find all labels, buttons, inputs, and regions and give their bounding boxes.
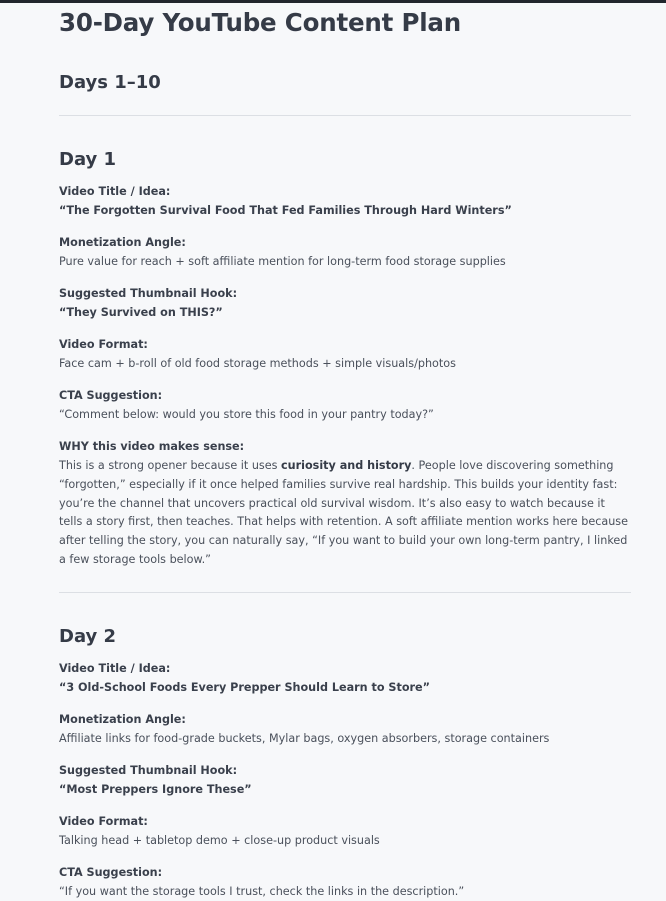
field-label: Monetization Angle: <box>59 712 186 726</box>
section-divider <box>59 115 631 116</box>
cta-field <box>59 386 631 424</box>
field-label: Suggested Thumbnail Hook: <box>59 287 238 300</box>
field-label: Video Format: <box>59 338 148 351</box>
day-divider <box>59 592 631 593</box>
video-format-field <box>59 812 631 850</box>
field-label: Video Title / Idea: <box>59 661 171 675</box>
monetization-field <box>59 710 631 748</box>
section-heading: Days 1–10 <box>59 72 161 93</box>
video-format-field <box>59 335 631 373</box>
thumbnail-hook-field <box>59 284 631 322</box>
field-value: “3 Old-School Foods Every Prepper Should Learn to Store” <box>59 680 430 694</box>
field-value: “If you want the storage tools I trust, check the links in the description.” <box>59 884 465 898</box>
field-label: WHY this video makes sense: <box>59 440 245 453</box>
day-2-block <box>59 625 631 901</box>
field-label: Suggested Thumbnail Hook: <box>59 763 238 777</box>
field-value: “The Forgotten Survival Food That Fed Families Through Hard Winters” <box>59 204 512 217</box>
why-text-start: This is a strong opener because it uses <box>59 459 282 472</box>
field-label: Video Format: <box>59 814 148 828</box>
why-text-end: . People love discovering something “forgotten,” especially if it once helped families survive real hardship. This builds your identity fast: you’re the channel that uncovers practical old survival wisdom. It’s also easy to watch because it tells a story first, then teaches. That helps with retention. A soft affiliate mention works here because after telling the story, you can naturally say, “If you want to build your own long-term pantry, I linked a few storage tools below.” <box>59 459 629 566</box>
field-value: Talking head + tabletop demo + close-up product visuals <box>59 833 380 847</box>
thumbnail-hook-field <box>59 761 631 799</box>
day-heading: Day 1 <box>59 149 117 170</box>
day-1-block <box>59 148 631 570</box>
field-label: CTA Suggestion: <box>59 865 163 879</box>
field-value: “Most Preppers Ignore These” <box>59 782 252 796</box>
field-value: “Comment below: would you store this food in your pantry today?” <box>59 408 434 421</box>
field-label: CTA Suggestion: <box>59 389 163 402</box>
day-heading: Day 2 <box>59 625 117 647</box>
why-paragraph <box>59 457 631 570</box>
page-title: 30-Day YouTube Content Plan <box>59 8 461 37</box>
field-value: Pure value for reach + soft affiliate mention for long-term food storage supplies <box>59 255 506 268</box>
why-field <box>59 437 631 570</box>
video-title-field <box>59 659 631 697</box>
video-title-field <box>59 182 631 220</box>
field-label: Monetization Angle: <box>59 236 186 249</box>
field-label: Video Title / Idea: <box>59 185 171 198</box>
field-value: Affiliate links for food-grade buckets, Mylar bags, oxygen absorbers, storage containers <box>59 731 550 745</box>
cta-field <box>59 863 631 901</box>
monetization-field <box>59 233 631 271</box>
field-value: Face cam + b-roll of old food storage methods + simple visuals/photos <box>59 357 456 370</box>
why-text-emphasis: curiosity and history <box>281 459 412 472</box>
field-value: “They Survived on THIS?” <box>59 306 223 319</box>
document-page <box>0 7 666 901</box>
